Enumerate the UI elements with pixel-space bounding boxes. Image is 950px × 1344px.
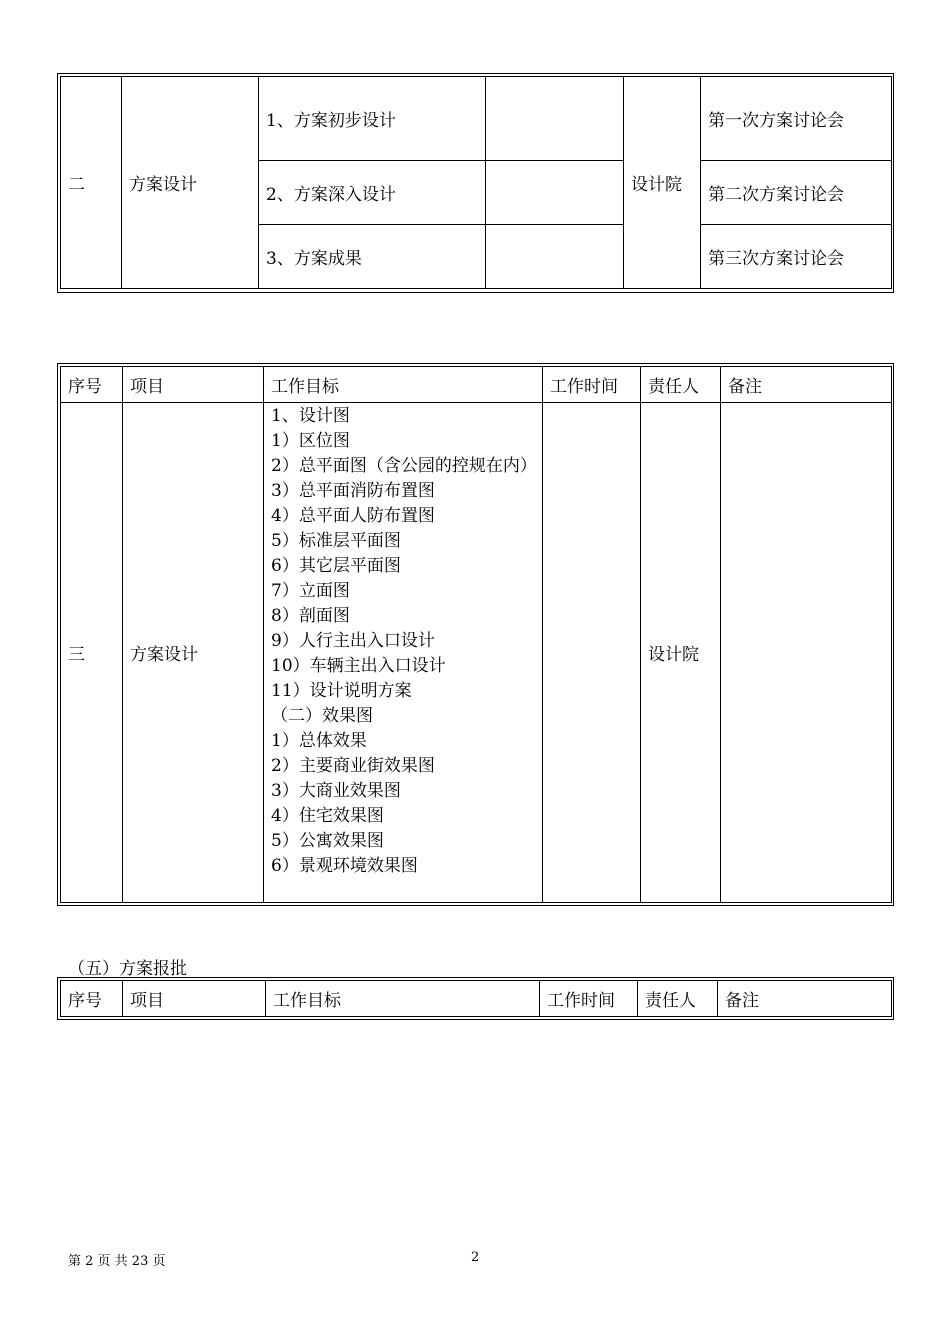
- responsible-cell: 设计院: [624, 77, 701, 289]
- header-item: 项目: [123, 367, 264, 403]
- header-note: 备注: [721, 367, 892, 403]
- goal-cell: 1、方案初步设计: [259, 77, 486, 161]
- footer-page-number: 2: [471, 1250, 480, 1265]
- goal-line: 3）总平面消防布置图: [271, 481, 435, 501]
- time-cell: [486, 77, 624, 161]
- goal-line: 4）总平面人防布置图: [271, 506, 435, 526]
- header-seq: 序号: [61, 367, 123, 403]
- header-note: 备注: [718, 981, 892, 1017]
- goal-line: （二）效果图: [271, 706, 373, 726]
- time-cell: [486, 161, 624, 225]
- header-time: 工作时间: [540, 981, 638, 1017]
- remark-cell: 第二次方案讨论会: [701, 161, 892, 225]
- goal-line: 3）大商业效果图: [271, 781, 401, 801]
- goal-line: 8）剖面图: [271, 606, 350, 626]
- goal-line: 9）人行主出入口设计: [271, 631, 435, 651]
- footer-page-info: 第 2 页 共 23 页: [68, 1254, 166, 1269]
- table-scheme-approval: [60, 980, 892, 1017]
- goal-line: 1）区位图: [271, 431, 350, 451]
- header-goal: 工作目标: [264, 367, 543, 403]
- responsible-cell: 设计院: [641, 403, 721, 903]
- goal-line: 2）总平面图（含公园的控规在内）: [271, 456, 537, 476]
- header-item: 项目: [123, 981, 266, 1017]
- goal-list-cell: [264, 403, 543, 903]
- goal-line: 4）住宅效果图: [271, 806, 384, 826]
- header-person: 责任人: [641, 367, 721, 403]
- goal-cell: 2、方案深入设计: [259, 161, 486, 225]
- time-cell: [543, 403, 641, 903]
- header-goal: 工作目标: [266, 981, 540, 1017]
- goal-cell: 3、方案成果: [259, 225, 486, 289]
- goal-line: 1）总体效果: [271, 731, 367, 751]
- table-scheme-design-3: [60, 366, 892, 903]
- header-person: 责任人: [638, 981, 718, 1017]
- goal-line: 5）公寓效果图: [271, 831, 384, 851]
- note-cell: [721, 403, 892, 903]
- goal-line: 7）立面图: [271, 581, 350, 601]
- item-cell: 方案设计: [123, 403, 264, 903]
- goal-line: 5）标准层平面图: [271, 531, 401, 551]
- goal-line: 2）主要商业街效果图: [271, 756, 435, 776]
- section-title: （五）方案报批: [68, 959, 187, 979]
- time-cell: [486, 225, 624, 289]
- seq-cell: 三: [61, 403, 123, 903]
- goal-line: 10）车辆主出入口设计: [271, 656, 446, 676]
- seq-cell: 二: [61, 77, 122, 289]
- goal-line: 6）景观环境效果图: [271, 856, 418, 876]
- header-seq: 序号: [61, 981, 123, 1017]
- remark-cell: 第三次方案讨论会: [701, 225, 892, 289]
- table-scheme-design-2: [60, 76, 892, 289]
- goal-line: 6）其它层平面图: [271, 556, 401, 576]
- remark-cell: 第一次方案讨论会: [701, 77, 892, 161]
- goal-line: 11）设计说明方案: [271, 681, 412, 701]
- goal-line: 1、设计图: [271, 406, 350, 426]
- header-time: 工作时间: [543, 367, 641, 403]
- item-cell: 方案设计: [122, 77, 259, 289]
